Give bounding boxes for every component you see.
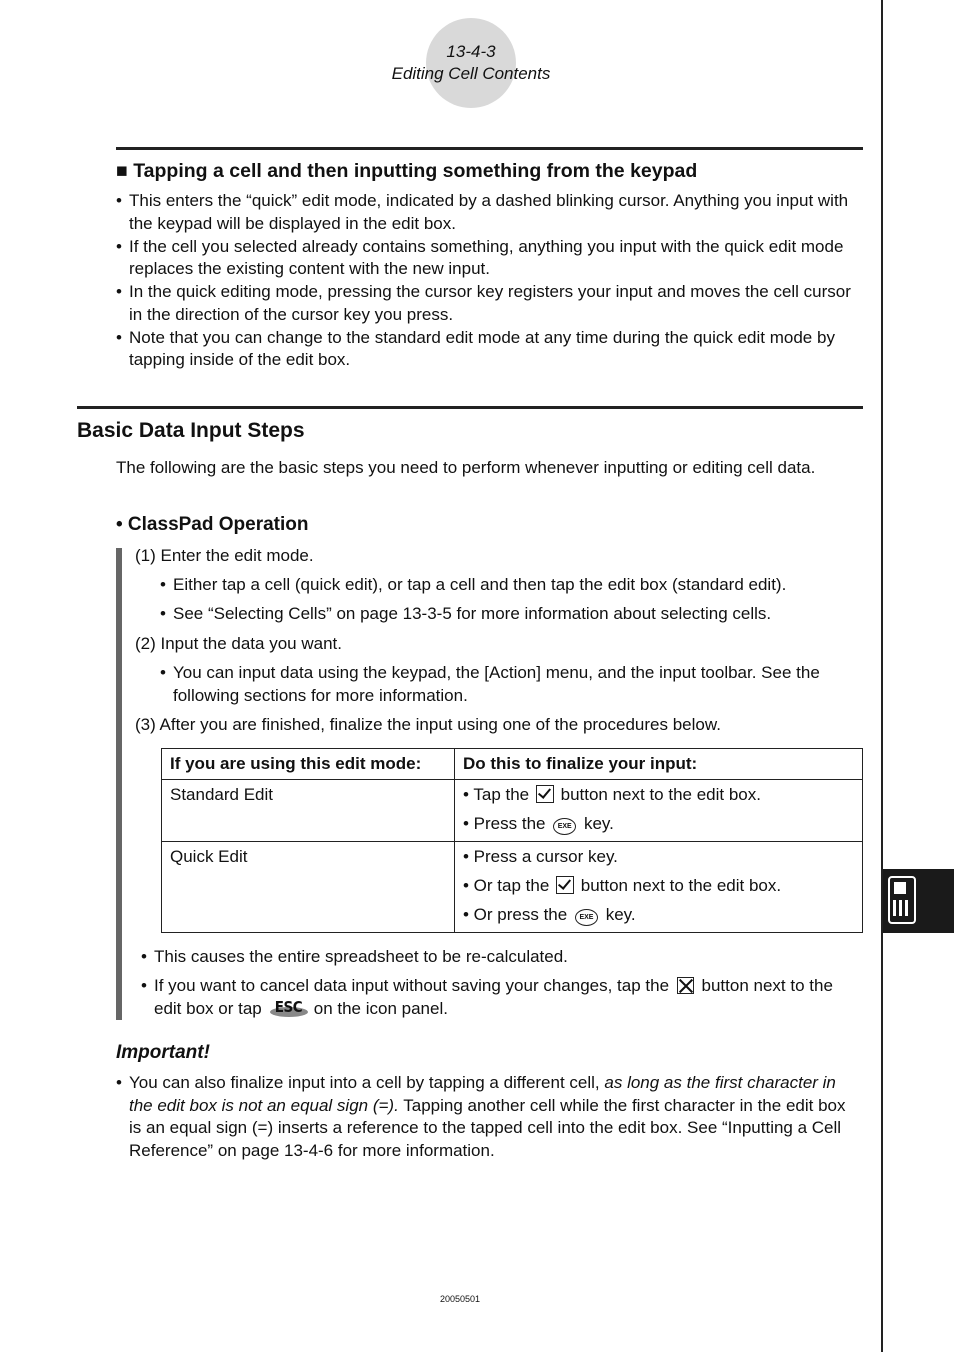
cell-text: button next to the edit box. (580, 876, 782, 895)
table-cell (463, 780, 854, 809)
exe-key-icon: EXE (553, 818, 576, 835)
cell-text: • Or tap the (463, 876, 550, 895)
table-cell: Standard Edit (170, 785, 274, 804)
check-icon (536, 785, 554, 803)
item-text: on the icon panel. (313, 998, 448, 1018)
cell-text: • Or press the (463, 905, 568, 924)
x-box-icon (677, 977, 694, 994)
item-text: If you want to cancel data input without saving your changes, tap the (154, 976, 670, 995)
step-1-list (160, 574, 860, 626)
item-text: You can also finalize input into a cell by tapping a different cell, (129, 1073, 600, 1092)
list-item: • This causes the entire spreadsheet to be re-calculated. (141, 946, 861, 969)
list-item (116, 1072, 856, 1162)
item-text: Tapping another cell while the first character in the edit box is an equal sign (=) inserts a reference to the tapped cell into the edit box. See “Inputting a Cell Reference” on page 13-4-6 for more information. (129, 1095, 846, 1160)
list-item: • In the quick editing mode, pressing the cursor key registers your input and moves the cell cursor in the direction of the cursor key you press. (116, 281, 863, 326)
cell-text: • Tap the (463, 785, 530, 804)
list-item: • Either tap a cell (quick edit), or tap a cell and then tap the edit box (standard edit). (160, 574, 860, 597)
table-header: If you are using this edit mode: (162, 749, 455, 780)
list-item: • You can input data using the keypad, the [Action] menu, and the input toolbar. See the following sections for more information. (160, 662, 850, 707)
header-circle (426, 18, 516, 108)
quick-edit-heading: ■ Tapping a cell and then inputting something from the keypad (116, 160, 698, 182)
basic-heading: Basic Data Input Steps (77, 419, 305, 442)
step-1: (1) Enter the edit mode. (135, 546, 314, 565)
cell-text: key. (583, 814, 614, 833)
exe-key-icon: EXE (575, 909, 598, 926)
section-title: Editing Cell Contents (391, 64, 551, 83)
footer-code: 20050501 (440, 1294, 481, 1304)
page-number: 13-4-3 (446, 42, 496, 61)
table-cell (463, 900, 854, 929)
margin-line (881, 0, 883, 1352)
step-2-list (160, 662, 850, 708)
item-text-italic: as long as the first character in the edit box is not an equal sign (=). (129, 1073, 836, 1115)
item-text: button next to the edit box or tap (154, 976, 833, 1018)
operation-label: • ClassPad Operation (116, 514, 309, 535)
table-cell (463, 871, 854, 900)
section-rule (77, 406, 863, 409)
cell-text: • Press the (463, 814, 546, 833)
section-rule (116, 147, 863, 150)
table-row (162, 842, 863, 933)
table-cell: Quick Edit (170, 847, 248, 866)
table-row (162, 780, 863, 842)
quick-edit-list (116, 190, 863, 372)
table-cell (463, 809, 854, 838)
esc-icon: ESC (270, 998, 308, 1018)
table-header: Do this to finalize your input: (455, 749, 863, 780)
check-icon (556, 876, 574, 894)
cell-text: button next to the edit box. (560, 785, 761, 804)
important-label: Important! (116, 1042, 210, 1063)
important-list (116, 1072, 856, 1163)
list-item: • Note that you can change to the standard edit mode at any time during the quick edit mode by tapping inside of the edit box. (116, 327, 863, 372)
list-item: • If the cell you selected already contains something, anything you input with the quick edit mode replaces the existing content with the new input. (116, 236, 863, 281)
after-table-list (141, 946, 861, 1021)
list-item: • See “Selecting Cells” on page 13-3-5 for more information about selecting cells. (160, 603, 860, 626)
step-2: (2) Input the data you want. (135, 634, 342, 653)
cell-text: key. (605, 905, 636, 924)
calculator-icon (888, 876, 916, 924)
step-3: (3) After you are finished, finalize the input using one of the procedures below. (135, 715, 721, 734)
table-cell: • Press a cursor key. (463, 847, 618, 866)
operation-sidebar (116, 548, 122, 1020)
basic-intro: The following are the basic steps you need to perform whenever inputting or editing cell data. (116, 458, 816, 477)
finalize-table (161, 748, 863, 933)
list-item (141, 975, 861, 1020)
list-item: • This enters the “quick” edit mode, indicated by a dashed blinking cursor. Anything you input with the keypad will be displayed in the edit box. (116, 190, 863, 235)
